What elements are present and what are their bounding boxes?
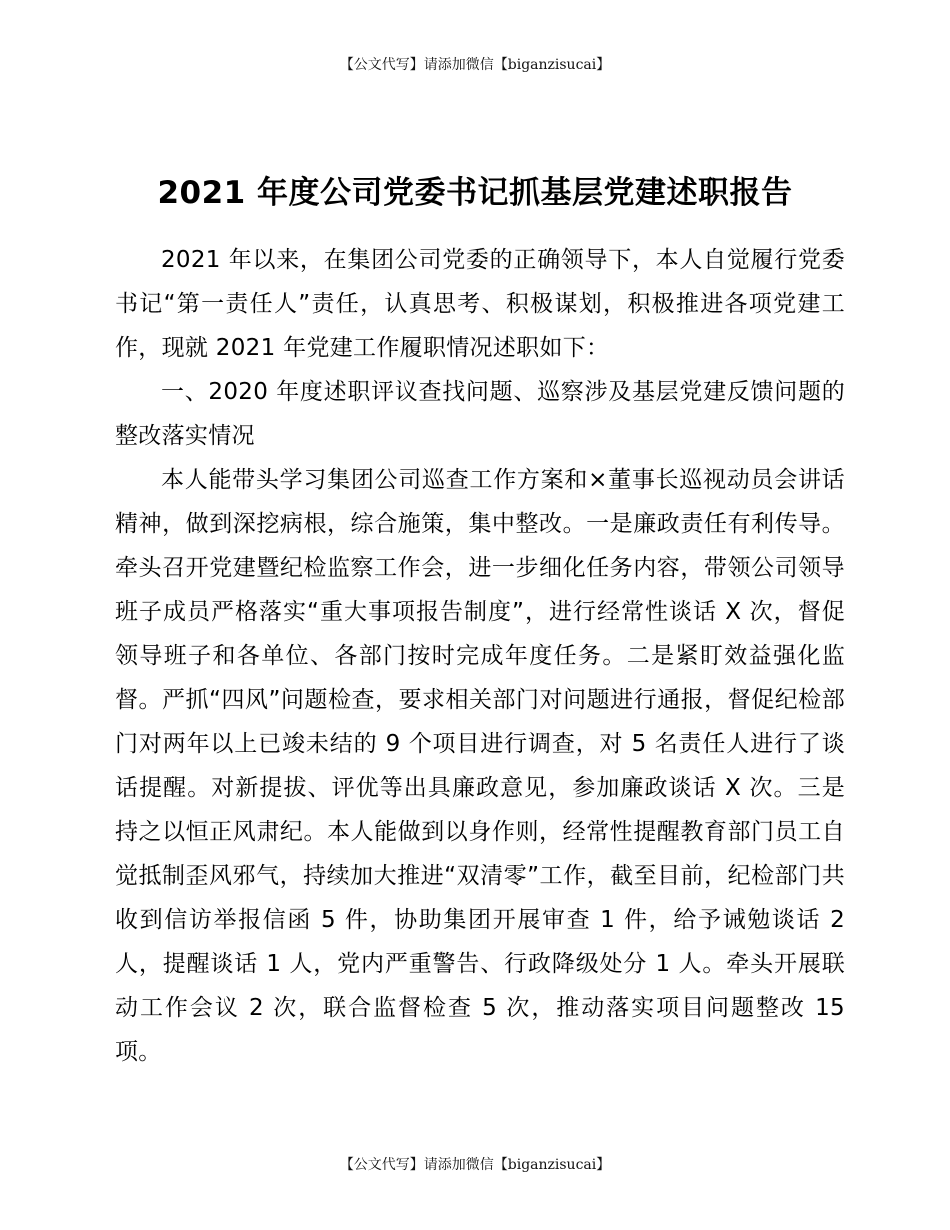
header-note: 【公文代写】请添加微信【biganzisucai】 bbox=[339, 57, 611, 73]
paragraph-section-1: 本人能带头学习集团公司巡查工作方案和×董事长巡视动员会讲话精神，做到深挖病根，综合施策，集中整改。一是廉政责任有利传导。牵头召开党建暨纪检监察工作会，进一步细化任务内容，带领公司领导班子成员严格落实“重大事项报告制度”，进行经常性谈话 X 次，督促领导班子和各单位、各部门按时完成年度任务。二是紧盯效益强化监督。严抓“四风”问题检查，要求相关部门对问题进行通报，督促纪检部门对两年以上已竣未结的 9 个项目进行调查，对 5 名责任人进行了谈话提醒。对新提拔、评优等出具廉政意见，参加廉政谈话 X 次。三是持之以恒正风肃纪。本人能做到以身作则，经常性提醒教育部门员工自觉抵制歪风邪气，持续加大推进“双清零”工作，截至目前，纪检部门共收到信访举报信函 5 件，协助集团开展审查 1 件，给予诫勉谈话 2 人，提醒谈话 1 人，党内严重警告、行政降级处分 1 人。牵头开展联动工作会议 2 次，联合监督检查 5 次，推动落实项目问题整改 15 项。 bbox=[115, 467, 845, 1065]
section-heading-1: 一、2020 年度述职评议查找问题、巡察涉及基层党建反馈问题的整改落实情况 bbox=[115, 379, 845, 449]
paragraph-intro: 2021 年以来，在集团公司党委的正确领导下，本人自觉履行党委书记“第一责任人”责任，认真思考、积极谋划，积极推进各项党建工作，现就 2021 年党建工作履职情况述职如下： bbox=[115, 247, 845, 361]
document-title: 2021 年度公司党委书记抓基层党建述职报告 bbox=[157, 175, 793, 211]
document-body bbox=[115, 238, 845, 1074]
footer-note: 【公文代写】请添加微信【biganzisucai】 bbox=[339, 1157, 611, 1173]
